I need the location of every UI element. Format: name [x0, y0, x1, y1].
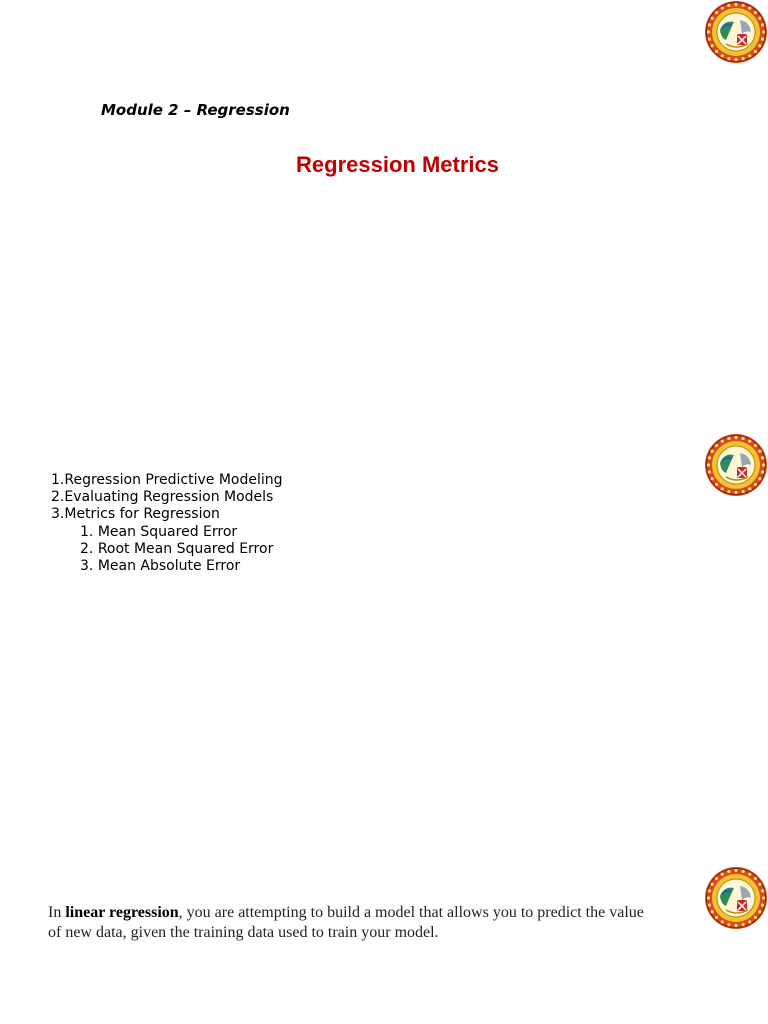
intro-rest: , you are attempting to build a model that allows you to predict the value of new data, given the training data used to train your model.: [48, 904, 644, 941]
topic-label: Metrics for Regression: [64, 506, 220, 523]
topic-number: 3.: [51, 506, 65, 523]
intro-lead: In: [48, 904, 66, 921]
subtopic-item: [80, 558, 283, 575]
topic-number: 2.: [51, 489, 65, 506]
university-emblem-icon: [704, 0, 768, 64]
topics-list: [51, 472, 283, 575]
subtopic-label: Root Mean Squared Error: [97, 540, 274, 557]
subtopics-list: [51, 524, 283, 576]
subtopic-item: [80, 524, 283, 541]
page-title: Regression Metrics: [296, 152, 499, 177]
topic-item: [51, 506, 283, 575]
intro-bold-term: linear regression: [65, 904, 179, 921]
subtopic-item: [80, 541, 283, 558]
university-emblem-icon: [704, 433, 768, 497]
topic-number: 1.: [51, 472, 65, 488]
subtopic-number: 2.: [80, 540, 94, 557]
subtopic-label: Mean Squared Error: [97, 523, 238, 540]
topic-item: [51, 489, 283, 506]
topic-label: Regression Predictive Modeling: [64, 472, 283, 488]
topic-label: Evaluating Regression Models: [64, 489, 274, 506]
subtopic-label: Mean Absolute Error: [97, 558, 241, 575]
subtopic-number: 1.: [80, 523, 94, 540]
intro-paragraph: [48, 903, 658, 943]
university-emblem-icon: [704, 866, 768, 930]
topic-item: [51, 472, 283, 489]
module-heading: Module 2 – Regression: [101, 101, 290, 119]
subtopic-number: 3.: [80, 558, 94, 575]
